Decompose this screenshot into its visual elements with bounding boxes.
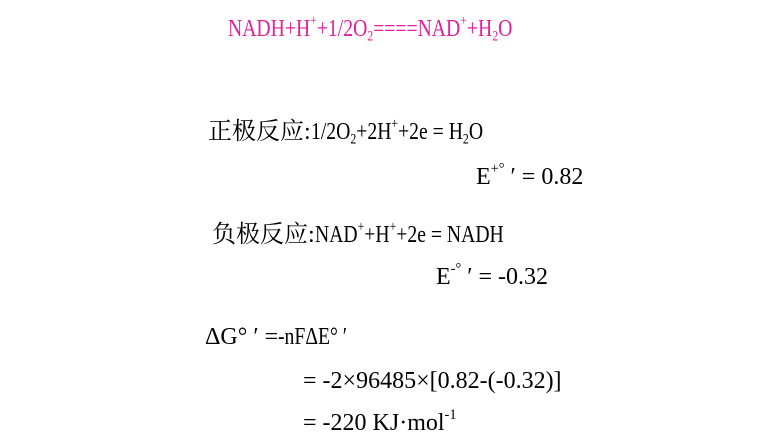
reaction-equation-title: $NADH+H^++1/2O_2====NAD^++H_2O$ xyxy=(228,13,513,45)
positive-equation: $1/2O_2+2H^++2e = H_2O$ xyxy=(310,116,483,148)
positive-label: 正极反应: xyxy=(208,119,311,145)
delta-g-result: = -220 KJ·mol$^{-1}$ xyxy=(303,407,457,436)
delta-g-formula: ΔG° ′ =-nFΔE° ′ xyxy=(205,324,348,350)
positive-electrode-reaction xyxy=(208,117,520,147)
negative-label: 负极反应: xyxy=(212,222,315,248)
positive-potential: E+° ′ = 0.82 xyxy=(476,161,584,190)
negative-electrode-reaction xyxy=(212,220,545,250)
delta-g-substitution: = -2×96485×[0.82-(-0.32)] xyxy=(303,368,562,394)
negative-equation: NAD++H++2e = NADH xyxy=(314,219,504,248)
negative-potential: E-° ′ = -0.32 xyxy=(436,261,549,290)
